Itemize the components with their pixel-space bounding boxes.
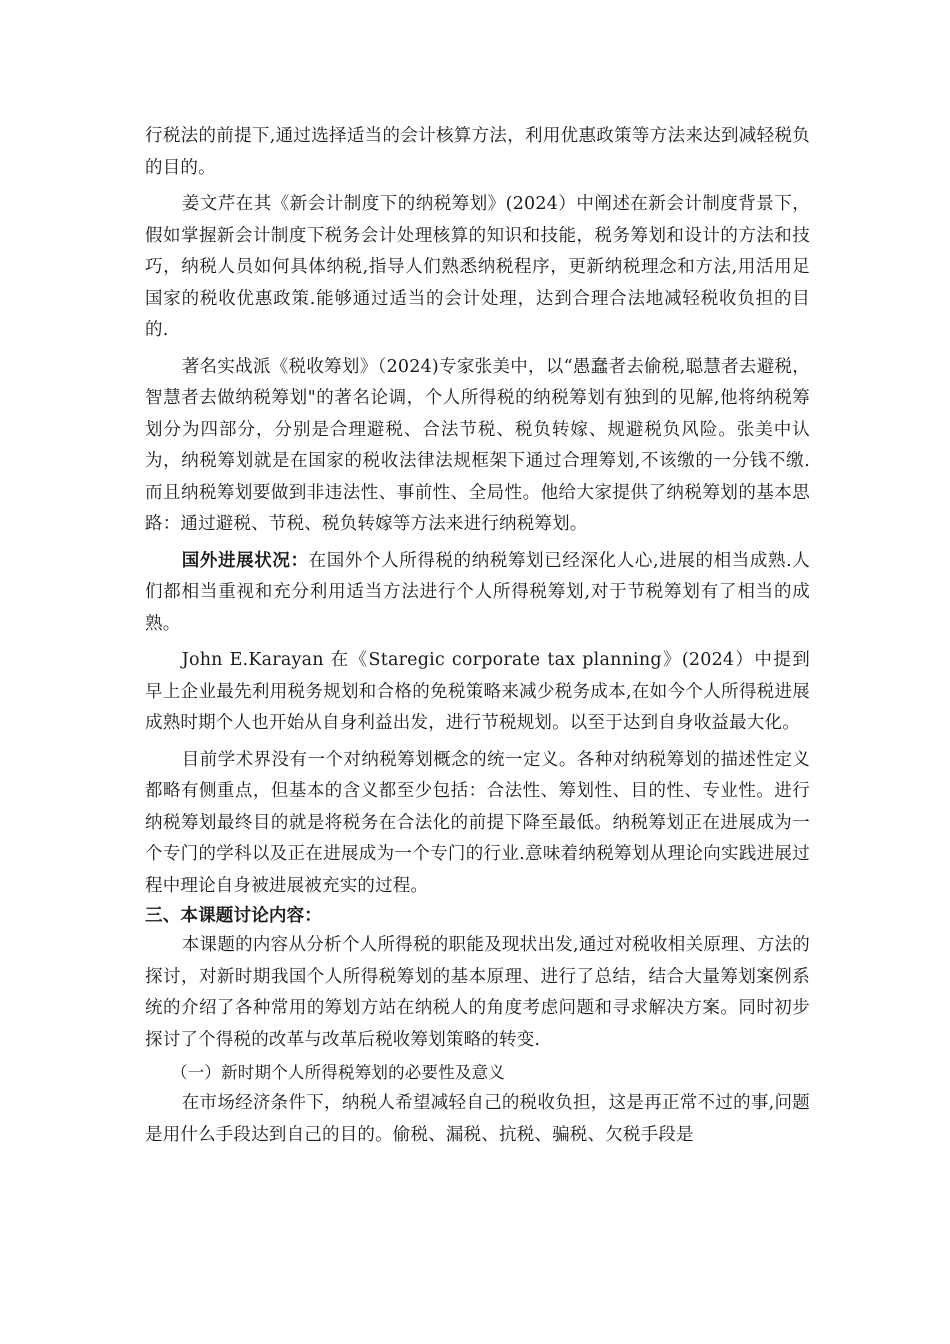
foreign-progress-text: 在国外个人所得税的纳税筹划已经深化人心,进展的相当成熟.人们都相当重视和充分利用适当方法进行个人所得税筹划,对于节税筹划有了相当的成熟。 (145, 550, 810, 634)
paragraph-definition: 目前学术界没有一个对纳税筹划概念的统一定义。各种对纳税筹划的描述性定义都略有侧重点，但基本的含义都至少包括：合法性、筹划性、目的性、专业性。进行纳税筹划最终目的就是将税务在合法化的前提下降至最低。纳税筹划正在进展成为一个专门的学科以及正在进展成为一个专门的行业.意味着纳税筹划从理论向实践进展过程中理论自身被进展被充实的过程。 (145, 749, 810, 896)
paragraph-continuation: 行税法的前提下,通过选择适当的会计核算方法，利用优惠政策等方法来达到减轻税负的目的。 (145, 126, 810, 178)
foreign-progress-lead: 国外进展状况： (181, 550, 309, 571)
paragraph-research-content: 本课题的内容从分析个人所得税的职能及现状出发,通过对税收相关原理、方法的探讨，对新时期我国个人所得税筹划的基本原理、进行了总结，结合大量筹划案例系统的介绍了各种常用的筹划方站在纳税人的角度考虑问题和寻求解决方案。同时初步探讨了个得税的改革与改革后税收筹划策略的转变. (145, 935, 810, 1050)
document-page (145, 121, 810, 1151)
subsection-heading-1: （一）新时期个人所得税筹划的必要性及意义 (171, 1063, 505, 1082)
paragraph-foreign-progress (145, 546, 810, 641)
paragraph-karayan: John E.Karayan 在《Staregic corporate tax planning》(2024）中提到早上企业最先利用税务规划和合格的免税策略来减少税务成本,在如今个人所得税进展成熟时期个人也开始从自身利益出发，进行节税规划。以至于达到自身收益最大化。 (145, 650, 810, 733)
paragraph-market-economy: 在市场经济条件下，纳税人希望减轻自己的税收负担，这是再正常不过的事,问题是用什么手段达到自己的目的。偷税、漏税、抗税、骗税、欠税手段是 (145, 1093, 810, 1145)
section-heading-3: 三、本课题讨论内容： (145, 906, 322, 926)
paragraph-jiang-wenqin: 姜文芹在其《新会计制度下的纳税筹划》(2024）中阐述在新会计制度背景下，假如掌握新会计制度下税务会计处理核算的知识和技能，税务筹划和设计的方法和技巧，纳税人员如何具体纳税,指导人们熟悉纳税程序，更新纳税理念和方法,用活用足国家的税收优惠政策.能够通过适当的会计处理，达到合理合法地减轻税收负担的目的. (145, 194, 810, 340)
paragraph-zhang-meizhong: 著名实战派《税收筹划》（2024)专家张美中，以“愚蠢者去偷税,聪慧者去避税，智慧者去做纳税筹划"的著名论调，个人所得税的纳税筹划有独到的见解,他将纳税筹划分为四部分，分别是合理避税、合法节税、税负转嫁、规避税负风险。张美中认为，纳税筹划就是在国家的税收法律法规框架下通过合理筹划,不该缴的一分钱不缴.而且纳税筹划要做到非违法性、事前性、全局性。他给大家提供了纳税筹划的基本思路：通过避税、节税、税负转嫁等方法来进行纳税筹划。 (145, 356, 810, 534)
